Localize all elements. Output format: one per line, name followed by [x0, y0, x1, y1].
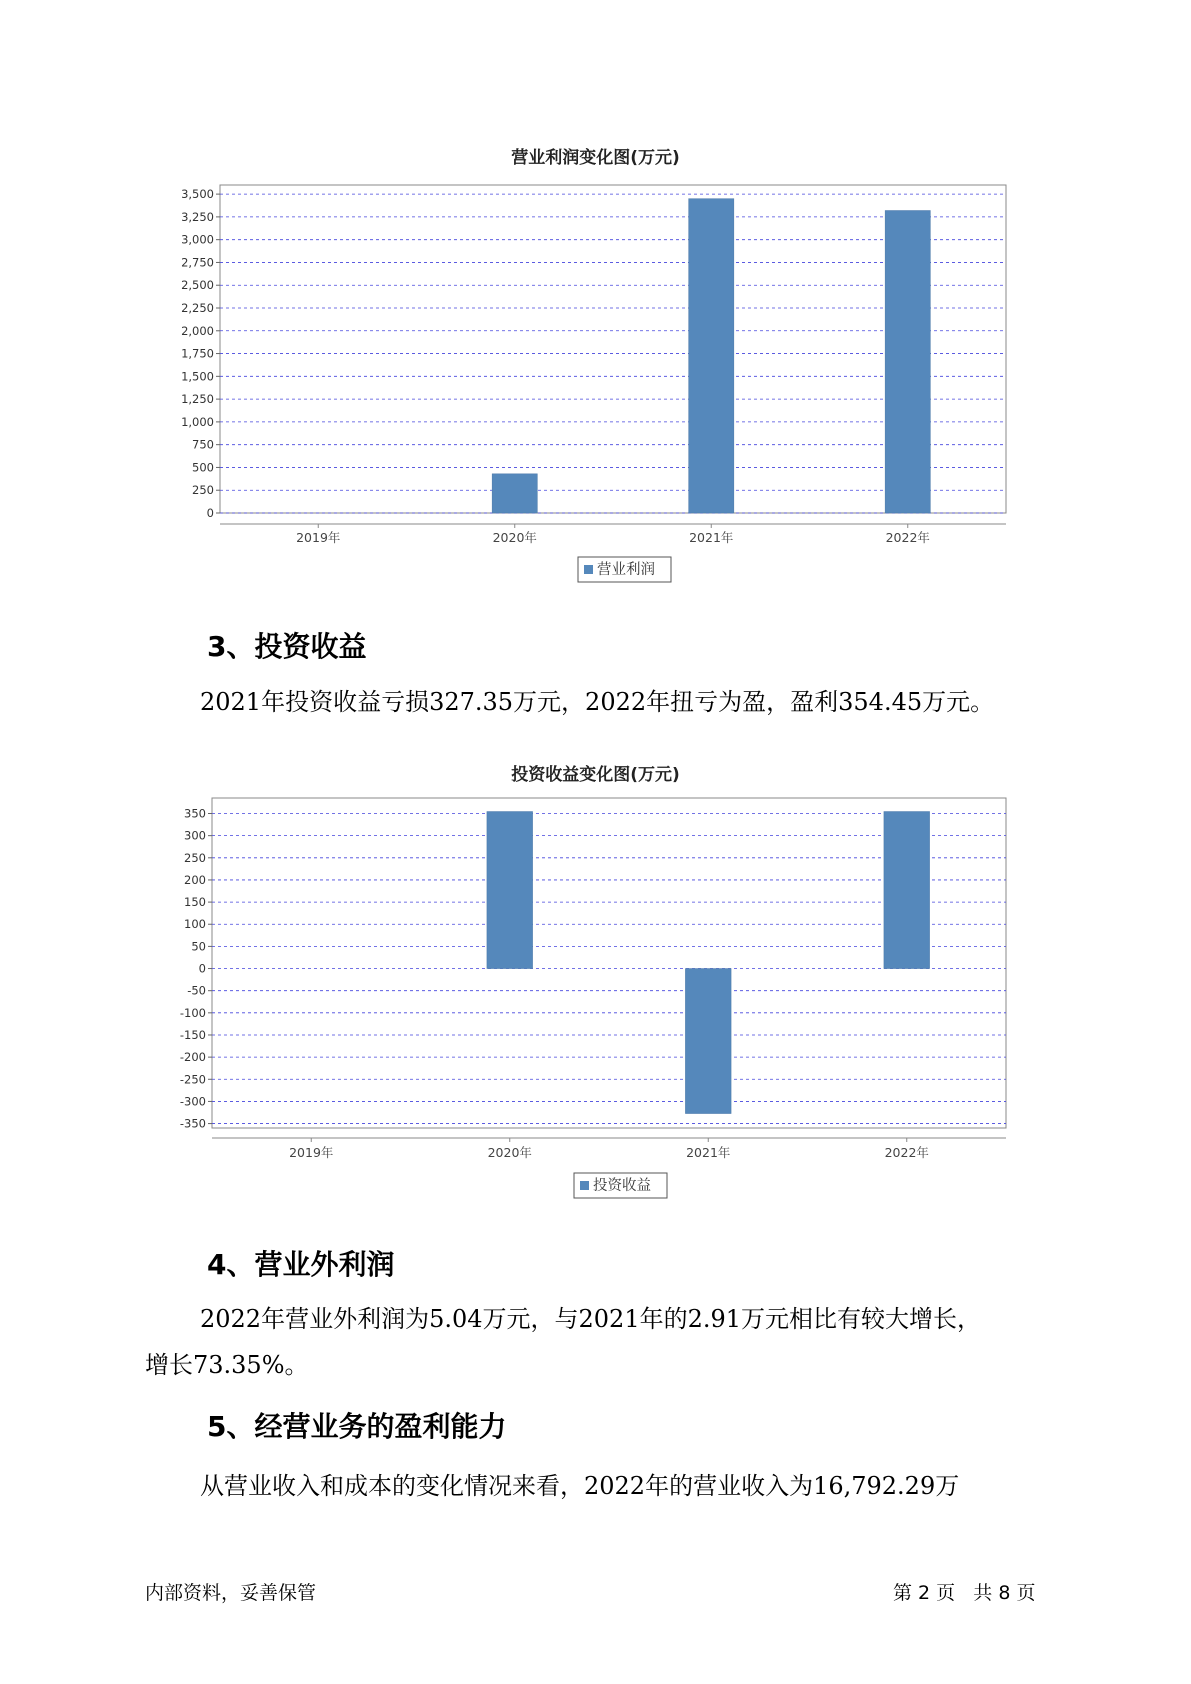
chart1-title: 营业利润变化图(万元) — [511, 148, 680, 168]
footer-confidential: 内部资料，妥善保管 — [145, 1582, 317, 1604]
y-tick-label: 2,500 — [181, 278, 214, 293]
y-tick-label: -300 — [179, 1094, 206, 1109]
x-tick-label: 2022年 — [885, 530, 930, 545]
legend-label: 投资收益 — [593, 1178, 651, 1194]
y-tick-label: 1,000 — [181, 414, 214, 429]
y-tick-label: -50 — [187, 983, 206, 998]
section-4-heading: 4、营业外利润 — [207, 1248, 395, 1281]
y-tick-label: 1,500 — [181, 369, 214, 384]
section-4-paragraph-line1: 2022年营业外利润为5.04万元，与2021年的2.91万元相比有较大增长， — [200, 1305, 982, 1333]
x-tick-label: 2020年 — [487, 1145, 532, 1160]
bar-2020年 — [487, 812, 533, 969]
y-tick-label: -350 — [179, 1116, 206, 1131]
y-tick-label: 250 — [184, 850, 206, 865]
y-tick-label: 1,750 — [181, 346, 214, 361]
legend-swatch — [580, 1181, 589, 1190]
section-3-heading: 3、投资收益 — [207, 630, 367, 663]
y-tick-label: 500 — [192, 460, 214, 475]
y-tick-label: 0 — [206, 506, 214, 520]
y-tick-label: 750 — [192, 437, 214, 452]
bar-2022年 — [884, 812, 930, 969]
y-tick-label: -150 — [179, 1027, 206, 1042]
section-5-paragraph: 从营业收入和成本的变化情况来看，2022年的营业收入为16,792.29万 — [200, 1472, 960, 1500]
x-tick-label: 2019年 — [296, 530, 341, 545]
x-tick-label: 2021年 — [689, 530, 734, 545]
section-3-paragraph: 2021年投资收益亏损327.35万元，2022年扭亏为盈，盈利354.45万元。 — [200, 688, 995, 716]
section-4-paragraph-line2: 增长73.35%。 — [145, 1351, 309, 1379]
y-tick-label: 350 — [184, 806, 206, 821]
bar-2021年 — [685, 969, 731, 1114]
y-tick-label: 0 — [198, 961, 206, 976]
y-tick-label: -100 — [179, 1005, 206, 1020]
y-tick-label: -200 — [179, 1050, 206, 1065]
chart2-title: 投资收益变化图(万元) — [511, 765, 680, 785]
chart-legend — [574, 1173, 667, 1198]
y-tick-label: 3,500 — [181, 187, 214, 202]
y-tick-label: 200 — [184, 872, 206, 887]
section-5-heading: 5、经营业务的盈利能力 — [207, 1410, 507, 1443]
y-tick-label: 300 — [184, 828, 206, 843]
y-tick-label: -250 — [179, 1072, 206, 1087]
x-tick-label: 2021年 — [686, 1145, 731, 1160]
y-tick-label: 2,250 — [181, 301, 214, 315]
x-tick-label: 2022年 — [884, 1145, 929, 1160]
legend-label: 营业利润 — [597, 562, 655, 578]
y-tick-label: 1,250 — [181, 392, 214, 407]
y-tick-label: 250 — [192, 483, 214, 498]
y-tick-label: 150 — [184, 895, 206, 910]
y-tick-label: 100 — [184, 917, 206, 932]
y-tick-label: 3,250 — [181, 209, 214, 224]
y-tick-label: 3,000 — [181, 232, 214, 247]
y-tick-label: 50 — [191, 939, 206, 954]
x-tick-label: 2019年 — [289, 1145, 334, 1160]
x-tick-label: 2020年 — [492, 530, 537, 545]
y-tick-label: 2,750 — [181, 255, 214, 270]
y-tick-label: 2,000 — [181, 323, 214, 338]
footer-page-number: 第 2 页 共 8 页 — [893, 1582, 1036, 1604]
